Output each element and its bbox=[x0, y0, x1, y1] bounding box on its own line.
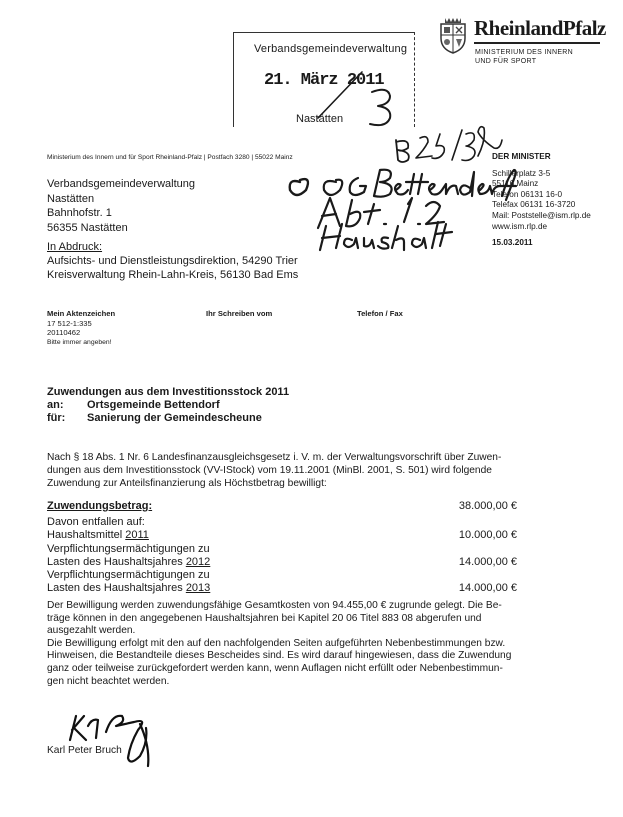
intro-line: Nach § 18 Abs. 1 Nr. 6 Landesfinanzausgleichsgesetz i. V. m. der Verwaltungsvorschrift über Zuwen- bbox=[47, 452, 502, 463]
logo-wordmark: RheinlandPfalz bbox=[474, 16, 606, 40]
grant-item-amount: 14.000,00 € bbox=[458, 555, 517, 568]
subject-recipient-label: an: bbox=[47, 399, 64, 411]
grant-item-label: Verpflichtungsermächtigungen zu bbox=[47, 569, 210, 582]
minister-contact-line: Telefon 06131 16-0 bbox=[492, 189, 563, 199]
grant-item-label: Lasten des Haushaltsjahres bbox=[47, 555, 186, 568]
grant-item-label: Lasten des Haushaltsjahres bbox=[47, 582, 186, 595]
minister-contact-block bbox=[492, 152, 591, 249]
minister-contact-line: 55116 Mainz bbox=[492, 179, 539, 189]
subject-purpose-label: für: bbox=[47, 412, 66, 424]
closing-line: gen nicht beachtet werden. bbox=[47, 675, 170, 687]
intro-line: Zuwendung zur Anteilsfinanzierung als Höchstbetrag bewilligt: bbox=[47, 478, 327, 489]
logo-ministry-line1: MINISTERIUM DES INNERN bbox=[475, 49, 573, 56]
grant-item-amount: 10.000,00 € bbox=[458, 529, 517, 542]
grant-item-year: 2012 bbox=[185, 555, 211, 568]
minister-contact-line: www.ism.rlp.de bbox=[492, 221, 548, 231]
closing-line: Die Bewilligung erfolgt mit den auf den nachfolgenden Seiten aufgeführten Nebenbestimmungen bzw. bbox=[47, 637, 506, 649]
recipient-line: Nastätten bbox=[47, 192, 95, 205]
intro-paragraph bbox=[47, 451, 587, 490]
stamp-place: Nastätten bbox=[296, 113, 344, 125]
grant-total-amount: 38.000,00 € bbox=[458, 500, 517, 512]
subject-purpose: Sanierung der Gemeindescheune bbox=[87, 412, 262, 424]
grant-amounts-table bbox=[47, 500, 517, 595]
recipient-line: Bahnhofstr. 1 bbox=[47, 207, 112, 219]
subject-block bbox=[47, 386, 289, 425]
minister-contact-line: Schillerplatz 3-5 bbox=[492, 168, 551, 178]
copy-to-label: In Abdruck: bbox=[47, 241, 103, 253]
own-reference-label: Mein Aktenzeichen bbox=[47, 309, 116, 318]
signatory-name: Karl Peter Bruch bbox=[47, 745, 122, 756]
subject-recipient: Ortsgemeinde Bettendorf bbox=[87, 399, 220, 411]
own-reference bbox=[47, 309, 115, 347]
copy-to-line: Kreisverwaltung Rhein-Lahn-Kreis, 56130 Bad Ems bbox=[47, 269, 299, 281]
own-reference-value: 17 512-1:335 bbox=[47, 318, 92, 328]
your-letter-label: Ihr Schreiben vom bbox=[206, 309, 273, 318]
recipient-line: 56355 Nastätten bbox=[47, 221, 128, 234]
phone-fax-label: Telefon / Fax bbox=[357, 309, 403, 318]
recipient-line: Verbandsgemeindeverwaltung bbox=[47, 178, 195, 190]
own-reference-value: 20110462 bbox=[47, 328, 81, 337]
closing-line: ganz oder teilweise zurückgefordert werden kann, wenn Auflagen nicht erfüllt oder Nebenbestimmun- bbox=[47, 662, 503, 674]
intro-line: dungen aus dem Investitionsstock (VV-IStock) vom 19.11.2001 (MinBl. 2001, S. 501) wird folgende bbox=[47, 465, 492, 476]
minister-contact-line: Mail: Poststelle@ism.rlp.de bbox=[492, 210, 591, 220]
logo-ministry-line2: UND FÜR SPORT bbox=[475, 58, 537, 65]
grant-item-year: 2011 bbox=[125, 529, 149, 542]
own-reference-note: Bitte immer angeben! bbox=[47, 338, 112, 346]
grant-breakdown-label: Davon entfallen auf: bbox=[47, 516, 145, 529]
subject-title: Zuwendungen aus dem Investitionsstock 2011 bbox=[47, 386, 290, 398]
grant-item-year: 2013 bbox=[185, 582, 211, 595]
grant-item-label: Haushaltsmittel bbox=[47, 529, 126, 542]
grant-item-amount: 14.000,00 € bbox=[458, 582, 517, 595]
recipient-address bbox=[47, 177, 195, 235]
grant-item-label: Verpflichtungsermächtigungen zu bbox=[47, 542, 210, 555]
copy-to-line: Aufsichts- und Dienstleistungsdirektion, 54290 Trier bbox=[47, 255, 298, 267]
closing-line: Der Bewilligung werden zuwendungsfähige Gesamtkosten von 94.455,00 € zugrunde gelegt. Die Be- bbox=[47, 600, 502, 611]
letter-date: 15.03.2011 bbox=[492, 238, 533, 248]
stamp-organization: Verbandsgemeindeverwaltung bbox=[254, 43, 408, 55]
closing-paragraph bbox=[47, 600, 592, 688]
closing-line: träge können in den angegebenen Haushaltsjahren bei Kapitel 20 06 Titel 883 08 abgerufen und bbox=[47, 612, 482, 624]
minister-title: DER MINISTER bbox=[492, 152, 551, 161]
closing-line: ausgezahlt werden. bbox=[47, 625, 136, 637]
copy-recipients bbox=[47, 240, 298, 282]
minister-contact-line: Telefax 06131 16-3720 bbox=[492, 200, 576, 210]
sender-line: Ministerium des Innern und für Sport Rheinland-Pfalz | Postfach 3280 | 55022 Mainz bbox=[47, 154, 293, 161]
stamp-date: 21. März 2011 bbox=[264, 71, 384, 90]
grant-total-label: Zuwendungsbetrag: bbox=[47, 500, 153, 512]
closing-line: Hinweisen, die Bestandteile dieses Bescheides sind. Es wird darauf hingewiesen, dass die Zuwendung bbox=[47, 650, 512, 662]
